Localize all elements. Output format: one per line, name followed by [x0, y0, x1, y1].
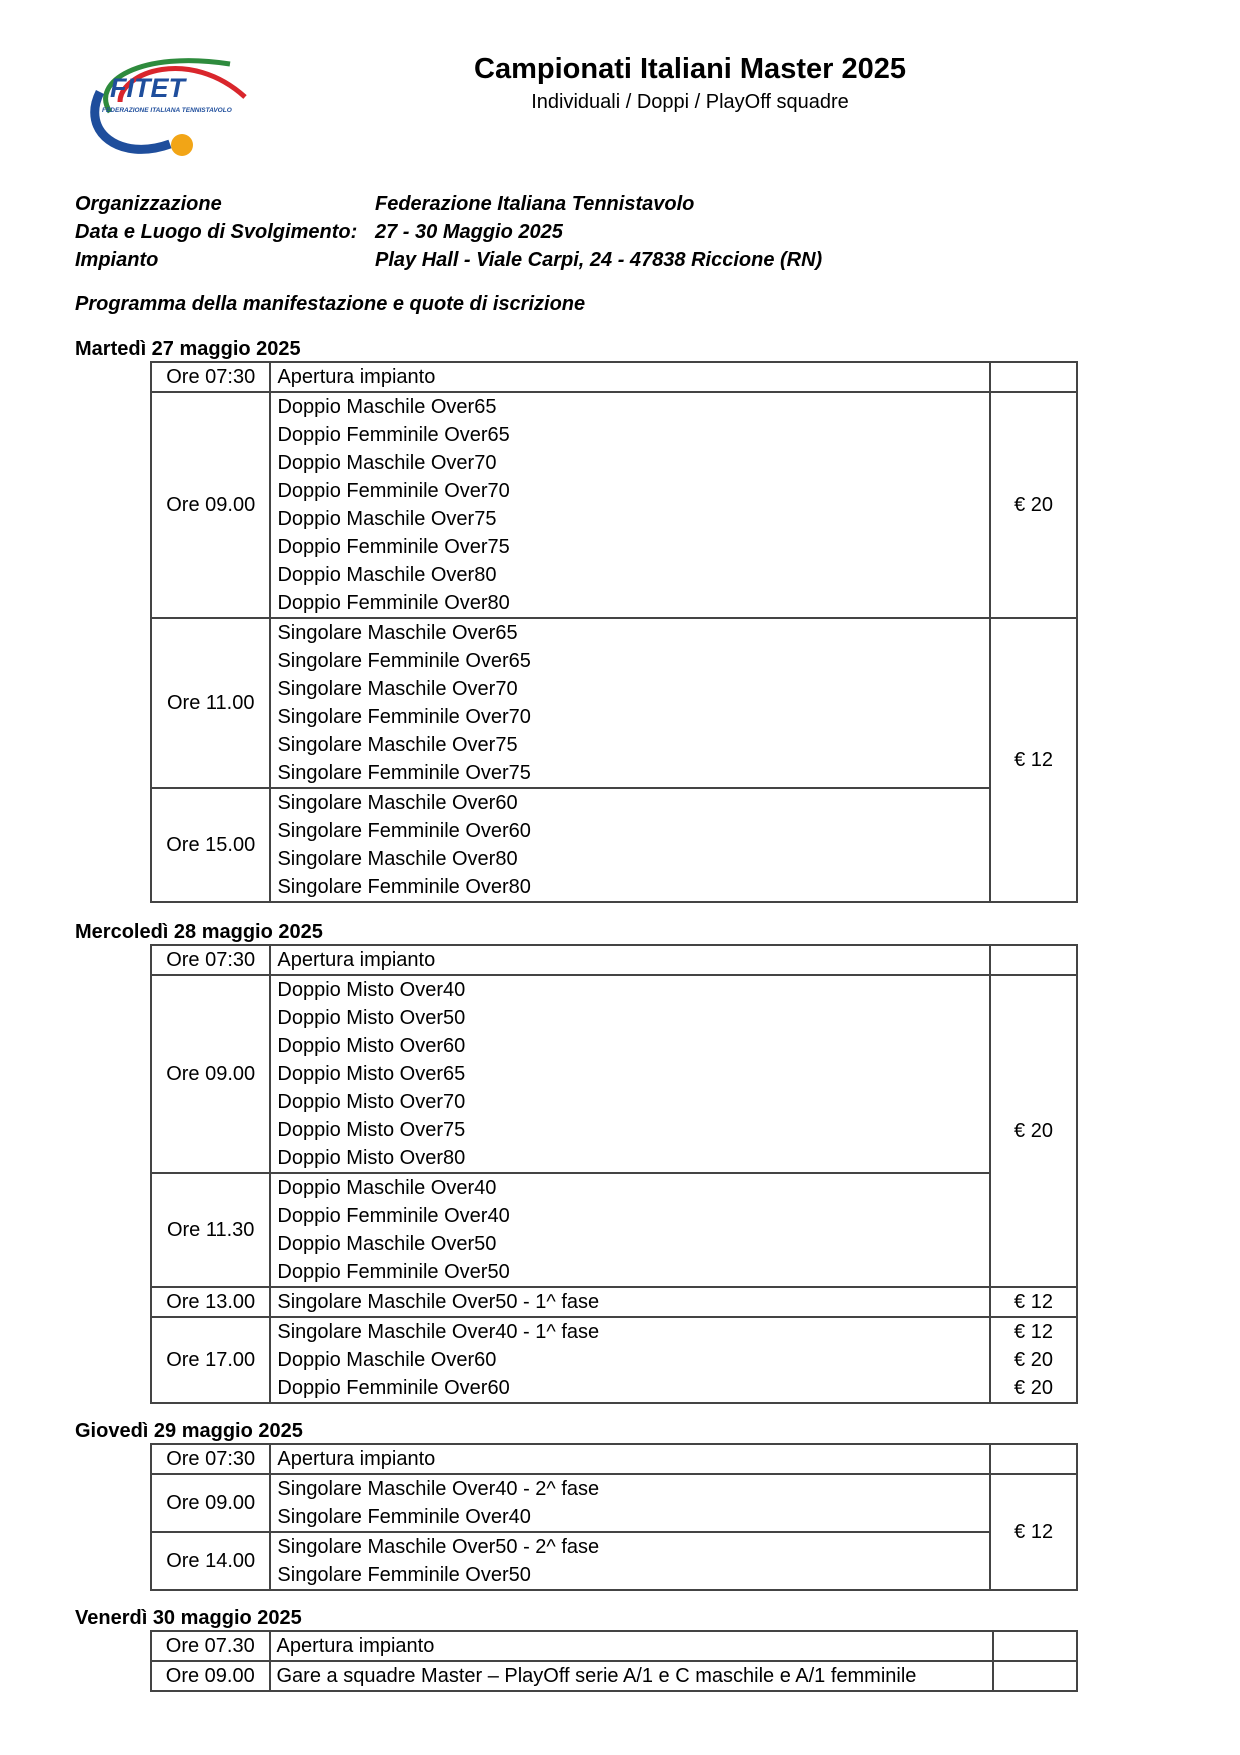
schedule-table [150, 944, 1078, 1404]
time-cell: Ore 15.00 [151, 788, 270, 902]
page-subtitle: Individuali / Doppi / PlayOff squadre [531, 91, 849, 113]
events-cell [270, 1287, 990, 1317]
event-line: Apertura impianto [277, 1448, 436, 1470]
event-line: Doppio Maschile Over80 [277, 564, 497, 586]
table-row [151, 1661, 1077, 1691]
fee-cell: € 12 [990, 618, 1077, 902]
time-cell: Ore 09.00 [151, 1474, 270, 1532]
fee-line: € 20 [1014, 1377, 1053, 1399]
fee-cell [993, 1631, 1077, 1661]
fee-cell: € 12 [990, 1287, 1077, 1317]
event-line: Doppio Misto Over60 [277, 1035, 466, 1057]
day-title: Giovedì 29 maggio 2025 [75, 1420, 303, 1442]
fee-cell [990, 1444, 1077, 1474]
events-cell [270, 788, 990, 902]
day-title: Martedì 27 maggio 2025 [75, 338, 301, 360]
events-cell [270, 1444, 990, 1474]
event-line: Singolare Femminile Over50 [277, 1564, 531, 1586]
info-value: Federazione Italiana Tennistavolo [375, 193, 695, 215]
logo-subtext: FEDERAZIONE ITALIANA TENNISTAVOLO [102, 107, 232, 114]
schedule-table [150, 361, 1078, 903]
fitet-logo [80, 42, 260, 162]
time-cell: Ore 14.00 [151, 1532, 270, 1590]
logo-text: FITET [110, 73, 185, 103]
event-line: Singolare Femminile Over60 [277, 820, 531, 842]
table-row [151, 1444, 1077, 1474]
event-line: Singolare Maschile Over80 [277, 848, 518, 870]
event-line: Doppio Femminile Over60 [277, 1377, 510, 1399]
info-value: 27 - 30 Maggio 2025 [375, 221, 563, 243]
day-title: Venerdì 30 maggio 2025 [75, 1607, 302, 1629]
time-cell: Ore 11.30 [151, 1173, 270, 1287]
event-line: Doppio Femminile Over80 [277, 592, 510, 614]
event-line: Doppio Femminile Over75 [277, 536, 510, 558]
event-line: Doppio Maschile Over50 [277, 1233, 497, 1255]
time-cell: Ore 07:30 [151, 362, 270, 392]
events-cell [270, 618, 990, 788]
time-cell: Ore 07.30 [151, 1631, 270, 1661]
event-line: Singolare Maschile Over50 - 2^ fase [277, 1536, 600, 1558]
events-cell [270, 945, 990, 975]
event-line: Doppio Femminile Over50 [277, 1261, 510, 1283]
info-value: Play Hall - Viale Carpi, 24 - 47838 Riccione (RN) [375, 249, 823, 271]
event-line: Singolare Femminile Over80 [277, 876, 531, 898]
event-line: Doppio Maschile Over75 [277, 508, 497, 530]
program-title: Programma della manifestazione e quote di iscrizione [75, 293, 586, 315]
time-cell: Ore 07:30 [151, 945, 270, 975]
event-line: Doppio Misto Over40 [277, 979, 466, 1001]
table-row [151, 788, 1077, 902]
event-line: Singolare Maschile Over40 - 1^ fase [277, 1321, 600, 1343]
table-row [151, 1317, 1077, 1403]
event-line: Doppio Misto Over80 [277, 1147, 466, 1169]
fee-cell [990, 362, 1077, 392]
event-line: Singolare Femminile Over65 [277, 650, 531, 672]
event-line: Gare a squadre Master – PlayOff serie A/1 e C maschile e A/1 femminile [276, 1665, 917, 1687]
event-line: Doppio Maschile Over65 [277, 396, 497, 418]
table-row [151, 618, 1077, 788]
table-row [151, 1532, 1077, 1590]
table-row [151, 1474, 1077, 1532]
time-cell: Ore 09.00 [151, 975, 270, 1173]
events-cell [270, 1474, 990, 1532]
event-line: Singolare Femminile Over40 [277, 1506, 531, 1528]
event-line: Singolare Maschile Over75 [277, 734, 518, 756]
event-line: Singolare Femminile Over70 [277, 706, 531, 728]
event-line: Doppio Femminile Over70 [277, 480, 510, 502]
table-row [151, 1631, 1077, 1661]
event-line: Singolare Maschile Over40 - 2^ fase [277, 1478, 600, 1500]
table-row [151, 362, 1077, 392]
time-cell: Ore 13.00 [151, 1287, 270, 1317]
event-line: Doppio Misto Over75 [277, 1119, 466, 1141]
fee-cell [993, 1661, 1077, 1691]
event-line: Doppio Misto Over50 [277, 1007, 466, 1029]
event-line: Singolare Maschile Over60 [277, 792, 518, 814]
fee-cell [990, 1317, 1077, 1403]
table-row [151, 1287, 1077, 1317]
table-row [151, 1173, 1077, 1287]
fee-cell: € 20 [990, 392, 1077, 618]
event-line: Apertura impianto [277, 366, 436, 388]
events-cell [270, 975, 990, 1173]
fee-cell [990, 945, 1077, 975]
event-line: Doppio Misto Over70 [277, 1091, 466, 1113]
logo-ball [171, 134, 193, 156]
fee-cell: € 12 [990, 1474, 1077, 1590]
event-line: Singolare Maschile Over65 [277, 622, 518, 644]
time-cell: Ore 11.00 [151, 618, 270, 788]
event-line: Singolare Maschile Over70 [277, 678, 518, 700]
info-label: Data e Luogo di Svolgimento: [75, 221, 358, 243]
info-label: Organizzazione [75, 193, 222, 215]
time-cell: Ore 17.00 [151, 1317, 270, 1403]
event-line: Doppio Femminile Over40 [277, 1205, 510, 1227]
fee-line: € 20 [1014, 1349, 1053, 1371]
events-cell [270, 392, 990, 618]
event-line: Apertura impianto [277, 949, 436, 971]
event-line: Apertura impianto [276, 1635, 435, 1657]
event-line: Doppio Maschile Over70 [277, 452, 497, 474]
events-cell [270, 1631, 994, 1661]
event-line: Doppio Femminile Over65 [277, 424, 510, 446]
schedule-table [150, 1630, 1078, 1692]
event-line: Singolare Femminile Over75 [277, 762, 531, 784]
event-line: Doppio Maschile Over60 [277, 1349, 497, 1371]
events-cell [270, 1317, 990, 1403]
event-line: Doppio Maschile Over40 [277, 1177, 497, 1199]
time-cell: Ore 09.00 [151, 1661, 270, 1691]
schedule-table [150, 1443, 1078, 1591]
events-cell [270, 1532, 990, 1590]
events-cell [270, 1173, 990, 1287]
header [380, 50, 1000, 116]
time-cell: Ore 07:30 [151, 1444, 270, 1474]
table-row [151, 975, 1077, 1173]
event-line: Singolare Maschile Over50 - 1^ fase [277, 1291, 600, 1313]
info-label: Impianto [75, 249, 159, 271]
table-row [151, 392, 1077, 618]
events-cell [270, 362, 990, 392]
event-line: Doppio Misto Over65 [277, 1063, 466, 1085]
time-cell: Ore 09.00 [151, 392, 270, 618]
events-cell [270, 1661, 994, 1691]
fee-line: € 12 [1014, 1321, 1053, 1343]
table-row [151, 945, 1077, 975]
fee-cell: € 20 [990, 975, 1077, 1287]
day-title: Mercoledì 28 maggio 2025 [75, 921, 323, 943]
page-title: Campionati Italiani Master 2025 [474, 53, 906, 85]
